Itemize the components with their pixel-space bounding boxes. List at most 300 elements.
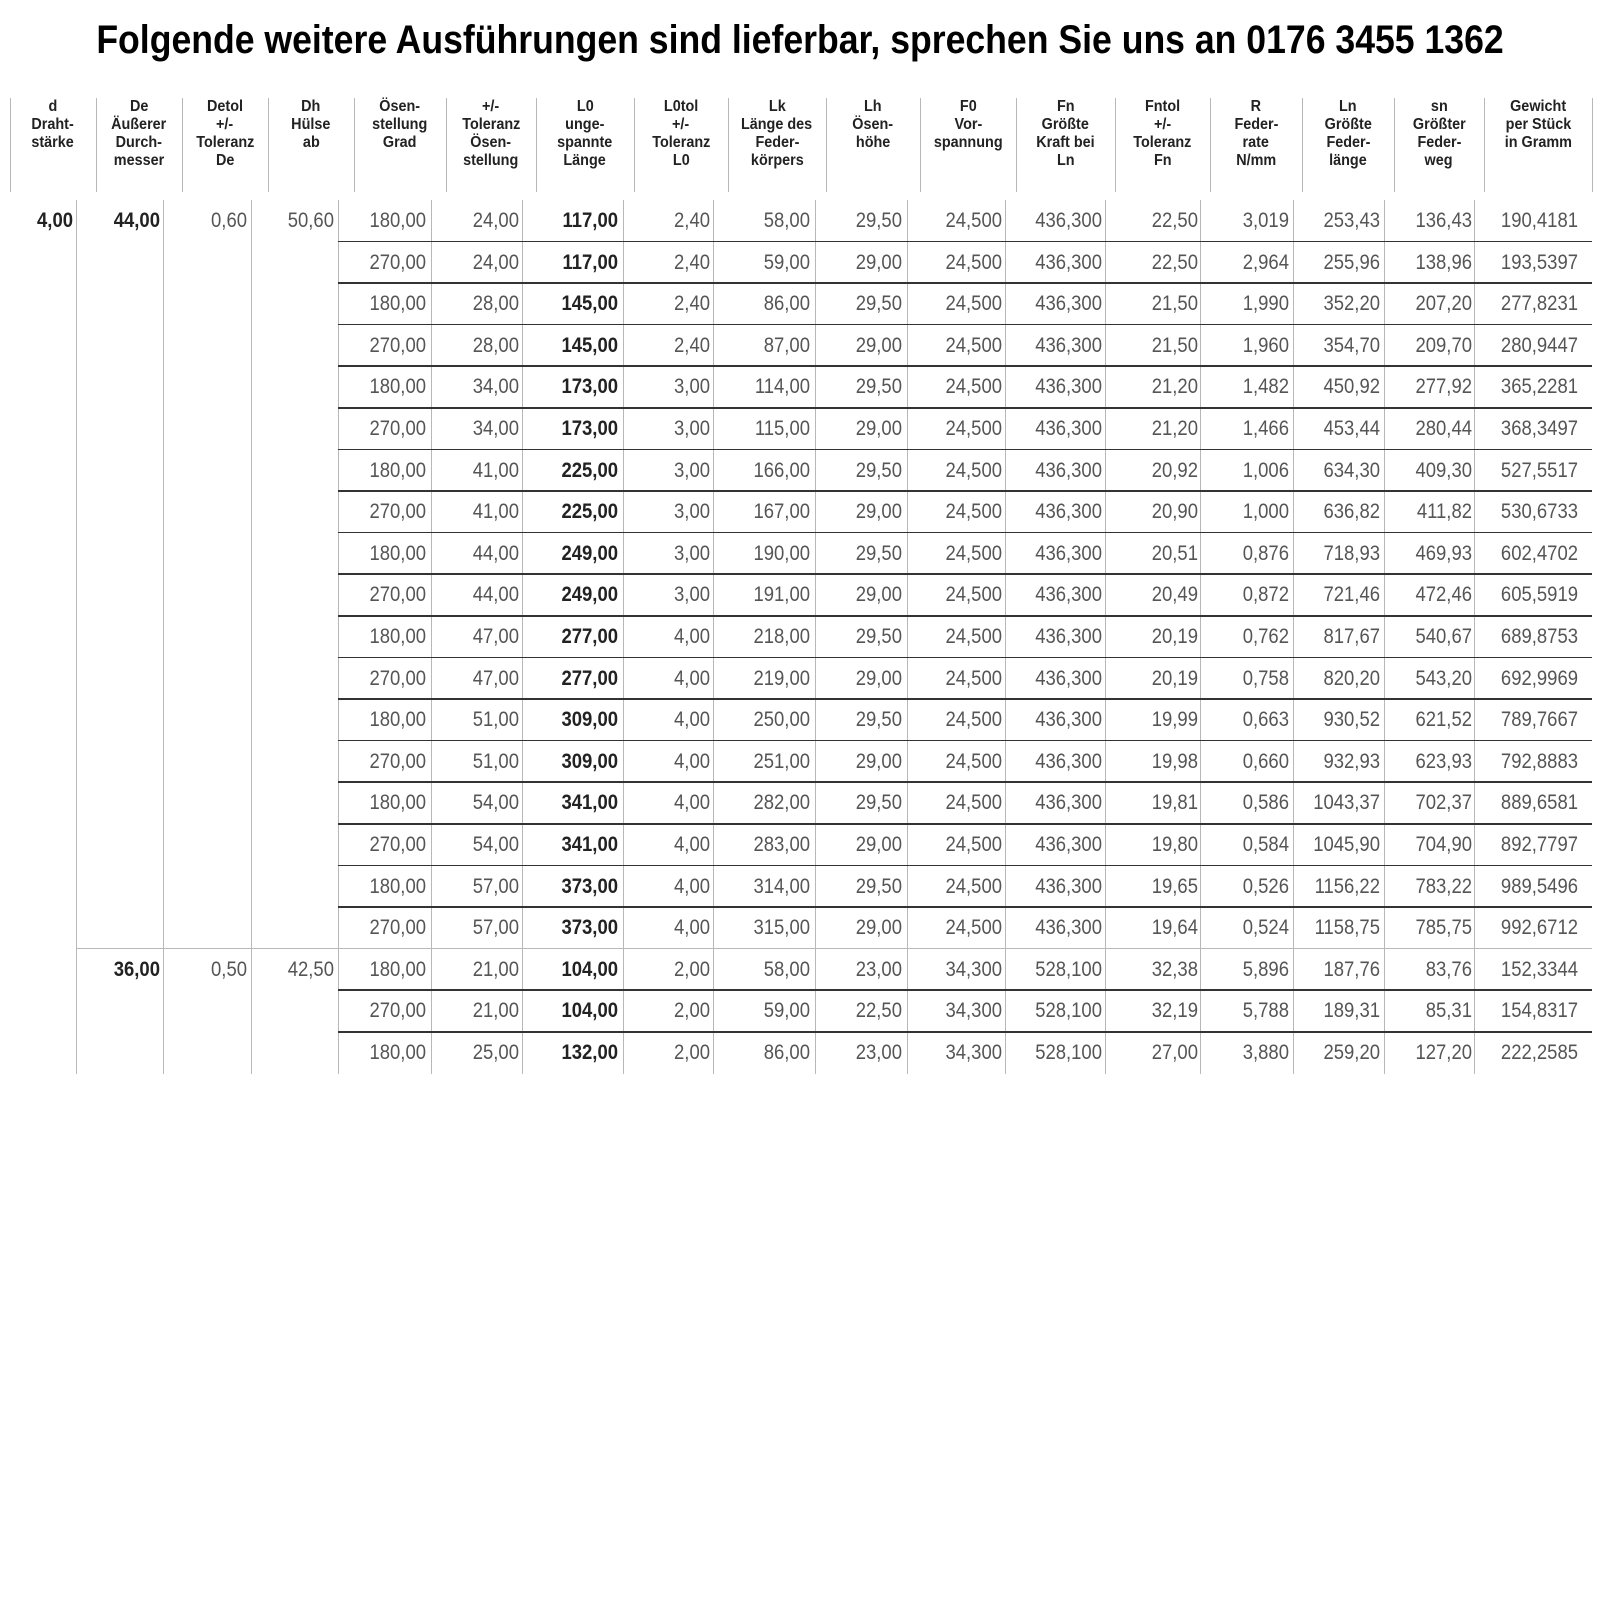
cell-f0-vorspannung: 24,500	[945, 333, 1002, 357]
header-line: Durch-	[115, 134, 163, 151]
cell-l0-ungespannte-laenge: 117,00	[562, 209, 618, 232]
column-divider	[1200, 200, 1201, 1074]
cell-lk-laenge-federkoerper: 315,00	[753, 916, 810, 940]
header-line: Ln	[1056, 152, 1075, 169]
column-header-toleranz-oesenstellung	[446, 98, 536, 194]
cell-r-federrate: 1,000	[1242, 500, 1289, 524]
cell-oesenstellung-grad: 270,00	[369, 749, 426, 773]
row-separator	[338, 865, 1592, 867]
cell-fntol-toleranz: 20,19	[1151, 625, 1198, 648]
cell-l0tol-toleranz: 3,00	[674, 458, 710, 482]
cell-toleranz-oesenstellung: 54,00	[472, 833, 519, 856]
cell-fn-groesste-kraft: 436,300	[1035, 292, 1102, 316]
row-separator	[338, 324, 1592, 326]
cell-r-federrate: 3,019	[1242, 209, 1289, 232]
cell-r-federrate: 0,660	[1242, 749, 1289, 773]
cell-l0tol-toleranz: 4,00	[674, 916, 710, 940]
cell-l0tol-toleranz: 4,00	[674, 791, 710, 815]
cell-sn-groesster-federweg: 409,30	[1415, 458, 1472, 482]
header-line: spannte	[557, 134, 613, 151]
cell-fn-groesste-kraft: 436,300	[1035, 541, 1102, 565]
cell-r-federrate: 0,758	[1242, 666, 1289, 690]
cell-l0tol-toleranz: 4,00	[674, 625, 710, 648]
cell-gewicht-per-stueck: 527,5517	[1500, 458, 1578, 482]
cell-toleranz-oesenstellung: 47,00	[472, 625, 519, 648]
cell-lk-laenge-federkoerper: 251,00	[753, 749, 810, 773]
cell-oesenstellung-grad: 270,00	[369, 333, 426, 357]
column-header-d-drahtstaerke	[10, 98, 96, 194]
cell-fntol-toleranz: 20,51	[1151, 541, 1198, 565]
cell-lk-laenge-federkoerper: 59,00	[763, 999, 810, 1023]
cell-lk-laenge-federkoerper: 86,00	[763, 292, 810, 316]
cell-l0-ungespannte-laenge: 145,00	[561, 292, 618, 316]
cell-l0-ungespannte-laenge: 249,00	[561, 541, 618, 565]
header-line: R	[1250, 98, 1262, 115]
cell-l0tol-toleranz: 4,00	[674, 833, 710, 856]
cell-gewicht-per-stueck: 530,6733	[1500, 500, 1578, 524]
cell-fn-groesste-kraft: 436,300	[1035, 458, 1102, 482]
cell-lk-laenge-federkoerper: 191,00	[753, 583, 810, 607]
cell-lh-oesenhoehe: 29,00	[855, 333, 902, 357]
cell-sn-groesster-federweg: 623,93	[1415, 749, 1472, 773]
cell-sn-groesster-federweg: 543,20	[1415, 666, 1472, 690]
cell-lh-oesenhoehe: 23,00	[855, 957, 902, 981]
header-line: Fntol	[1144, 98, 1181, 115]
header-line: Lh	[864, 98, 882, 115]
cell-gewicht-per-stueck: 889,6581	[1500, 791, 1578, 815]
cell-f0-vorspannung: 24,500	[945, 250, 1002, 274]
cell-oesenstellung-grad: 180,00	[369, 708, 426, 732]
cell-de-aeusserer-durchmesser: 44,00	[113, 209, 160, 232]
cell-toleranz-oesenstellung: 51,00	[472, 749, 519, 773]
cell-sn-groesster-federweg: 83,76	[1425, 957, 1472, 981]
header-line: L0	[672, 152, 690, 169]
cell-ln-groesste-federlaenge: 1043,37	[1313, 791, 1380, 815]
cell-sn-groesster-federweg: 469,93	[1415, 541, 1472, 565]
cell-r-federrate: 3,880	[1242, 1041, 1289, 1064]
cell-oesenstellung-grad: 270,00	[369, 666, 426, 690]
cell-f0-vorspannung: 34,300	[945, 999, 1002, 1023]
cell-l0tol-toleranz: 4,00	[674, 666, 710, 690]
cell-lk-laenge-federkoerper: 58,00	[763, 209, 810, 232]
cell-toleranz-oesenstellung: 21,00	[472, 999, 519, 1023]
row-separator	[338, 615, 1592, 617]
cell-fn-groesste-kraft: 528,100	[1035, 957, 1102, 981]
column-divider	[251, 200, 252, 1074]
cell-fntol-toleranz: 22,50	[1151, 209, 1198, 232]
cell-f0-vorspannung: 24,500	[945, 916, 1002, 940]
cell-fn-groesste-kraft: 436,300	[1035, 749, 1102, 773]
cell-fntol-toleranz: 27,00	[1151, 1041, 1198, 1064]
header-line: Toleranz	[651, 134, 711, 151]
header-line: weg	[1424, 152, 1454, 169]
cell-sn-groesster-federweg: 704,90	[1415, 833, 1472, 856]
header-line: länge	[1329, 152, 1367, 169]
cell-f0-vorspannung: 24,500	[945, 874, 1002, 898]
header-line: stärke	[31, 134, 75, 151]
cell-fn-groesste-kraft: 528,100	[1035, 999, 1102, 1023]
column-header-l0tol-toleranz	[634, 98, 728, 194]
cell-toleranz-oesenstellung: 28,00	[472, 333, 519, 357]
cell-l0-ungespannte-laenge: 373,00	[561, 916, 618, 940]
row-separator	[338, 241, 1592, 243]
cell-ln-groesste-federlaenge: 352,20	[1323, 292, 1380, 316]
cell-l0tol-toleranz: 3,00	[674, 541, 710, 565]
header-line: Lk	[768, 98, 786, 115]
cell-gewicht-per-stueck: 992,6712	[1500, 916, 1578, 940]
cell-lk-laenge-federkoerper: 190,00	[753, 541, 810, 565]
cell-lk-laenge-federkoerper: 218,00	[753, 625, 810, 648]
cell-f0-vorspannung: 24,500	[945, 666, 1002, 690]
column-header-fn-groesste-kraft	[1016, 98, 1115, 194]
cell-f0-vorspannung: 24,500	[945, 458, 1002, 482]
header-line: Kraft bei	[1036, 134, 1095, 151]
cell-l0-ungespannte-laenge: 341,00	[561, 791, 618, 815]
cell-sn-groesster-federweg: 277,92	[1415, 375, 1472, 399]
cell-f0-vorspannung: 24,500	[945, 541, 1002, 565]
cell-sn-groesster-federweg: 138,96	[1415, 250, 1472, 274]
cell-sn-groesster-federweg: 136,43	[1415, 209, 1472, 232]
cell-r-federrate: 0,584	[1242, 833, 1289, 856]
cell-l0-ungespannte-laenge: 104,00	[561, 999, 618, 1023]
cell-ln-groesste-federlaenge: 636,82	[1323, 500, 1380, 524]
cell-lh-oesenhoehe: 29,50	[855, 458, 902, 482]
cell-sn-groesster-federweg: 280,44	[1415, 417, 1472, 440]
header-line: Ln	[1339, 98, 1357, 115]
cell-fntol-toleranz: 19,65	[1151, 874, 1198, 898]
cell-lh-oesenhoehe: 29,50	[855, 708, 902, 732]
cell-toleranz-oesenstellung: 47,00	[472, 666, 519, 690]
cell-l0tol-toleranz: 3,00	[674, 500, 710, 524]
cell-de-aeusserer-durchmesser: 36,00	[113, 957, 160, 981]
cell-fn-groesste-kraft: 436,300	[1035, 708, 1102, 732]
cell-toleranz-oesenstellung: 54,00	[472, 791, 519, 815]
cell-ln-groesste-federlaenge: 453,44	[1323, 417, 1380, 440]
cell-sn-groesster-federweg: 85,31	[1425, 999, 1472, 1023]
cell-lk-laenge-federkoerper: 59,00	[763, 250, 810, 274]
row-separator	[338, 490, 1592, 492]
column-divider	[1105, 200, 1106, 1074]
header-line: Dh	[301, 98, 321, 115]
cell-gewicht-per-stueck: 792,8883	[1500, 749, 1578, 773]
cell-r-federrate: 0,526	[1242, 874, 1289, 898]
cell-l0-ungespannte-laenge: 225,00	[561, 500, 618, 524]
cell-l0tol-toleranz: 4,00	[674, 874, 710, 898]
row-separator	[338, 823, 1592, 825]
cell-l0-ungespannte-laenge: 249,00	[561, 583, 618, 607]
row-separator	[338, 906, 1592, 908]
header-line: Feder-	[1325, 134, 1371, 151]
cell-l0tol-toleranz: 2,40	[674, 292, 710, 316]
cell-r-federrate: 1,960	[1242, 333, 1289, 357]
cell-lh-oesenhoehe: 29,50	[855, 541, 902, 565]
group-separator	[76, 948, 1592, 950]
cell-fn-groesste-kraft: 436,300	[1035, 791, 1102, 815]
cell-fn-groesste-kraft: 436,300	[1035, 916, 1102, 940]
header-line: körpers	[750, 152, 804, 169]
cell-ln-groesste-federlaenge: 255,96	[1323, 250, 1380, 274]
cell-gewicht-per-stueck: 789,7667	[1500, 708, 1578, 732]
cell-ln-groesste-federlaenge: 1045,90	[1313, 833, 1380, 856]
cell-oesenstellung-grad: 180,00	[369, 375, 426, 399]
column-divider	[623, 200, 624, 1074]
cell-fntol-toleranz: 22,50	[1151, 250, 1198, 274]
cell-fn-groesste-kraft: 436,300	[1035, 833, 1102, 856]
row-separator	[338, 532, 1592, 534]
cell-ln-groesste-federlaenge: 450,92	[1323, 375, 1380, 399]
header-line: höhe	[855, 134, 891, 151]
cell-toleranz-oesenstellung: 41,00	[472, 458, 519, 482]
cell-f0-vorspannung: 24,500	[945, 833, 1002, 856]
cell-gewicht-per-stueck: 368,3497	[1500, 417, 1578, 440]
cell-l0-ungespannte-laenge: 373,00	[561, 874, 618, 898]
cell-oesenstellung-grad: 270,00	[369, 250, 426, 274]
column-header-f0-vorspannung	[920, 98, 1016, 194]
cell-oesenstellung-grad: 180,00	[369, 625, 426, 648]
column-header-sn-groesster-federweg	[1394, 98, 1484, 194]
cell-l0tol-toleranz: 3,00	[674, 375, 710, 399]
cell-l0-ungespannte-laenge: 277,00	[561, 625, 618, 648]
cell-fn-groesste-kraft: 436,300	[1035, 583, 1102, 607]
cell-l0-ungespannte-laenge: 341,00	[561, 833, 618, 856]
header-line: Größte	[1041, 116, 1090, 133]
cell-detol-toleranz: 0,50	[211, 957, 247, 981]
header-line: stellung	[463, 152, 519, 169]
cell-r-federrate: 0,762	[1242, 625, 1289, 648]
cell-lh-oesenhoehe: 29,50	[855, 209, 902, 232]
cell-toleranz-oesenstellung: 44,00	[472, 541, 519, 565]
cell-l0-ungespannte-laenge: 309,00	[561, 749, 618, 773]
header-line: +/-	[482, 98, 500, 115]
cell-r-federrate: 1,466	[1242, 417, 1289, 440]
cell-l0-ungespannte-laenge: 277,00	[561, 666, 618, 690]
cell-gewicht-per-stueck: 152,3344	[1500, 957, 1578, 981]
cell-ln-groesste-federlaenge: 189,31	[1323, 999, 1380, 1023]
row-separator	[338, 282, 1592, 284]
cell-r-federrate: 0,586	[1242, 791, 1289, 815]
page-title: Folgende weitere Ausführungen sind lieferbar, sprechen Sie uns an 0176 3455 1362	[96, 18, 1504, 62]
cell-lk-laenge-federkoerper: 114,00	[754, 375, 810, 399]
cell-fn-groesste-kraft: 436,300	[1035, 417, 1102, 440]
cell-l0-ungespannte-laenge: 173,00	[561, 375, 618, 399]
header-line: F0	[959, 98, 977, 115]
cell-r-federrate: 1,006	[1242, 458, 1289, 482]
cell-sn-groesster-federweg: 411,82	[1416, 500, 1472, 524]
cell-lh-oesenhoehe: 29,00	[855, 833, 902, 856]
cell-l0tol-toleranz: 2,40	[674, 209, 710, 232]
column-divider	[522, 200, 523, 1074]
cell-fntol-toleranz: 20,19	[1151, 666, 1198, 690]
header-line: per Stück	[1505, 116, 1571, 133]
header-line: Ösen-	[852, 116, 894, 133]
cell-toleranz-oesenstellung: 21,00	[472, 957, 519, 981]
cell-f0-vorspannung: 24,500	[945, 791, 1002, 815]
row-separator	[338, 573, 1592, 575]
cell-lk-laenge-federkoerper: 58,00	[763, 957, 810, 981]
row-separator	[338, 740, 1592, 742]
cell-lk-laenge-federkoerper: 282,00	[753, 791, 810, 815]
cell-lh-oesenhoehe: 29,00	[855, 666, 902, 690]
cell-ln-groesste-federlaenge: 253,43	[1323, 209, 1380, 232]
header-line: sn	[1430, 98, 1448, 115]
cell-sn-groesster-federweg: 783,22	[1415, 874, 1472, 898]
column-header-l0-ungespannte-laenge	[536, 98, 634, 194]
header-line: Fn	[1056, 98, 1075, 115]
cell-ln-groesste-federlaenge: 932,93	[1323, 749, 1380, 773]
header-line: Äußerer	[111, 116, 167, 133]
cell-l0-ungespannte-laenge: 225,00	[561, 458, 618, 482]
cell-lk-laenge-federkoerper: 86,00	[763, 1041, 810, 1064]
cell-lk-laenge-federkoerper: 166,00	[753, 458, 810, 482]
cell-lh-oesenhoehe: 29,50	[855, 375, 902, 399]
cell-fntol-toleranz: 19,98	[1151, 749, 1198, 773]
cell-l0tol-toleranz: 2,00	[674, 1041, 710, 1064]
cell-dh-huelse: 42,50	[287, 957, 334, 981]
header-line: L0	[576, 98, 594, 115]
cell-r-federrate: 2,964	[1242, 250, 1289, 274]
header-line: Ösen-	[379, 98, 421, 115]
cell-toleranz-oesenstellung: 28,00	[472, 292, 519, 316]
cell-gewicht-per-stueck: 365,2281	[1500, 375, 1578, 399]
cell-r-federrate: 1,482	[1242, 375, 1289, 399]
cell-gewicht-per-stueck: 193,5397	[1500, 250, 1578, 274]
cell-fntol-toleranz: 19,99	[1151, 708, 1198, 732]
column-divider	[76, 200, 77, 1074]
column-divider	[1384, 200, 1385, 1074]
header-divider	[1592, 98, 1593, 192]
cell-lk-laenge-federkoerper: 167,00	[753, 500, 810, 524]
column-header-dh-huelse	[268, 98, 354, 194]
cell-sn-groesster-federweg: 702,37	[1415, 791, 1472, 815]
cell-lk-laenge-federkoerper: 314,00	[753, 874, 810, 898]
cell-l0-ungespannte-laenge: 145,00	[561, 333, 618, 357]
cell-lh-oesenhoehe: 23,00	[855, 1041, 902, 1064]
header-line: in Gramm	[1504, 134, 1572, 151]
cell-f0-vorspannung: 24,500	[945, 749, 1002, 773]
cell-f0-vorspannung: 24,500	[945, 209, 1002, 232]
cell-lh-oesenhoehe: 29,50	[855, 791, 902, 815]
column-header-r-federrate	[1210, 98, 1302, 194]
cell-fntol-toleranz: 20,90	[1151, 500, 1198, 524]
column-header-detol-toleranz	[182, 98, 268, 194]
cell-sn-groesster-federweg: 540,67	[1415, 625, 1472, 648]
cell-r-federrate: 0,872	[1242, 583, 1289, 607]
header-line: Draht-	[31, 116, 75, 133]
cell-lh-oesenhoehe: 29,50	[855, 874, 902, 898]
cell-fntol-toleranz: 21,50	[1151, 292, 1198, 316]
column-header-lk-laenge-federkoerper	[728, 98, 826, 194]
cell-fntol-toleranz: 19,81	[1151, 791, 1198, 815]
cell-fn-groesste-kraft: 436,300	[1035, 500, 1102, 524]
cell-l0tol-toleranz: 4,00	[674, 708, 710, 732]
cell-l0tol-toleranz: 3,00	[674, 417, 710, 440]
column-header-oesenstellung-grad	[354, 98, 446, 194]
cell-fn-groesste-kraft: 436,300	[1035, 666, 1102, 690]
cell-l0tol-toleranz: 4,00	[674, 749, 710, 773]
cell-l0-ungespannte-laenge: 117,00	[562, 250, 618, 274]
cell-fn-groesste-kraft: 436,300	[1035, 209, 1102, 232]
cell-l0-ungespannte-laenge: 173,00	[561, 417, 618, 440]
cell-fntol-toleranz: 19,80	[1151, 833, 1198, 856]
cell-l0-ungespannte-laenge: 132,00	[561, 1041, 618, 1064]
cell-gewicht-per-stueck: 602,4702	[1500, 541, 1578, 565]
cell-r-federrate: 1,990	[1242, 292, 1289, 316]
cell-lk-laenge-federkoerper: 250,00	[753, 708, 810, 732]
cell-ln-groesste-federlaenge: 718,93	[1323, 541, 1380, 565]
column-divider	[163, 200, 164, 1074]
cell-f0-vorspannung: 24,500	[945, 417, 1002, 440]
cell-gewicht-per-stueck: 605,5919	[1500, 583, 1578, 607]
cell-toleranz-oesenstellung: 25,00	[472, 1041, 519, 1064]
row-separator	[338, 989, 1592, 991]
cell-gewicht-per-stueck: 280,9447	[1500, 333, 1578, 357]
cell-fn-groesste-kraft: 436,300	[1035, 625, 1102, 648]
cell-f0-vorspannung: 24,500	[945, 500, 1002, 524]
header-line: Länge	[563, 152, 607, 169]
header-line: Größte	[1324, 116, 1372, 133]
cell-lh-oesenhoehe: 29,50	[855, 625, 902, 648]
cell-gewicht-per-stueck: 689,8753	[1500, 625, 1578, 648]
cell-fn-groesste-kraft: 528,100	[1035, 1041, 1102, 1064]
header-line: rate	[1242, 134, 1270, 151]
cell-oesenstellung-grad: 180,00	[369, 1041, 426, 1064]
cell-d-drahtstaerke: 4,00	[37, 209, 73, 232]
header-line: Toleranz	[195, 134, 255, 151]
header-line: +/-	[216, 116, 234, 133]
cell-gewicht-per-stueck: 277,8231	[1500, 292, 1578, 316]
cell-gewicht-per-stueck: 190,4181	[1500, 209, 1578, 232]
cell-sn-groesster-federweg: 621,52	[1415, 708, 1472, 732]
column-divider	[713, 200, 714, 1074]
cell-toleranz-oesenstellung: 44,00	[472, 583, 519, 607]
header-line: Vor-	[954, 116, 982, 133]
header-line: messer	[113, 152, 165, 169]
header-line: Detol	[207, 98, 243, 115]
cell-l0-ungespannte-laenge: 104,00	[561, 957, 618, 981]
cell-lk-laenge-federkoerper: 115,00	[754, 417, 810, 440]
column-divider	[431, 200, 432, 1074]
cell-toleranz-oesenstellung: 34,00	[472, 417, 519, 440]
cell-r-federrate: 0,524	[1242, 916, 1289, 940]
column-header-gewicht-per-stueck	[1484, 98, 1592, 194]
column-header-de-aeusserer-durchmesser	[96, 98, 182, 194]
cell-oesenstellung-grad: 180,00	[369, 209, 426, 232]
cell-toleranz-oesenstellung: 34,00	[472, 375, 519, 399]
cell-sn-groesster-federweg: 209,70	[1415, 333, 1472, 357]
cell-oesenstellung-grad: 270,00	[369, 833, 426, 856]
cell-l0-ungespannte-laenge: 309,00	[561, 708, 618, 732]
cell-toleranz-oesenstellung: 57,00	[472, 874, 519, 898]
cell-ln-groesste-federlaenge: 1156,22	[1314, 874, 1380, 898]
cell-oesenstellung-grad: 270,00	[369, 999, 426, 1023]
cell-toleranz-oesenstellung: 57,00	[472, 916, 519, 940]
column-divider	[338, 200, 339, 1074]
cell-fntol-toleranz: 20,49	[1151, 583, 1198, 607]
cell-dh-huelse: 50,60	[287, 209, 334, 232]
row-separator	[338, 449, 1592, 451]
cell-gewicht-per-stueck: 222,2585	[1500, 1041, 1578, 1064]
header-line: Fn	[1153, 152, 1172, 169]
cell-l0tol-toleranz: 2,00	[674, 999, 710, 1023]
column-divider	[907, 200, 908, 1074]
row-separator	[338, 407, 1592, 409]
header-line: Gewicht	[1509, 98, 1566, 115]
cell-ln-groesste-federlaenge: 820,20	[1323, 666, 1380, 690]
cell-oesenstellung-grad: 270,00	[369, 417, 426, 440]
column-header-ln-groesste-federlaenge	[1302, 98, 1394, 194]
cell-gewicht-per-stueck: 989,5496	[1500, 874, 1578, 898]
header-line: De	[129, 98, 149, 115]
